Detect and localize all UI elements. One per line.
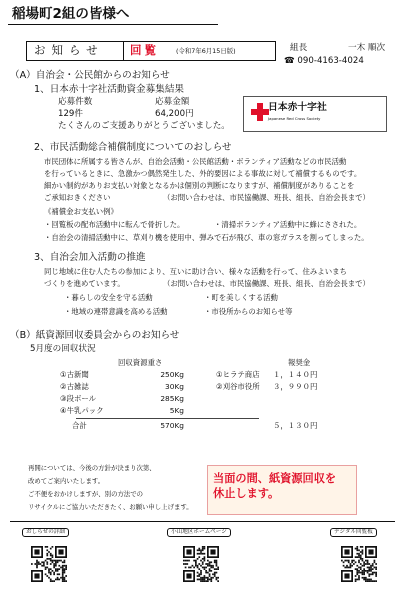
item1-count: 129件: [58, 109, 83, 119]
item3-bullet: ・市役所からのお知らせ等: [204, 307, 293, 316]
item3-bullet: ・地域の連帯意識を高める活動: [64, 307, 168, 316]
item1-heading: 1、日本赤十字社活動資金募集結果: [34, 84, 185, 95]
item3-line: 同じ地域に住む人たちの参加により、互いに助け合い、様々な活動を行って、住みよいまち: [44, 267, 347, 276]
section-a-heading: （A）自治会・公民館からのお知らせ: [10, 70, 170, 81]
item1-thanks: たくさんのご支援ありがとうございました。: [58, 121, 230, 131]
restart-line: 改めてご案内いたします。: [28, 477, 105, 485]
notice-header-divider: [123, 41, 124, 61]
reward-row-label: ②刈谷市役所: [216, 382, 260, 391]
col-reward-header: 報奨金: [288, 358, 311, 367]
item2-example-heading: 《補償金お支払い例》: [44, 207, 118, 216]
qr-code-details-icon[interactable]: [31, 546, 67, 582]
item2-line: ご承知おきください: [44, 193, 111, 202]
redcross-english: Japanese Red Cross Society: [268, 116, 321, 121]
restart-line: 再開については、今後の方針が決まり次第、: [28, 464, 156, 472]
restart-line: ご不便をおかけしますが、別の方法での: [28, 490, 144, 498]
contact-name: 一木 順次: [348, 43, 386, 53]
recycle-total-divider: [76, 418, 259, 419]
reward-row-amount: １，１４０円: [273, 370, 318, 379]
item3-bullet: ・町を美しくする活動: [204, 293, 278, 302]
qr-code-homepage-icon[interactable]: [183, 546, 219, 582]
qr-label-details: おしらせの詳細: [22, 528, 69, 537]
item3-bullet: ・暮らしの安全を守る活動: [64, 293, 153, 302]
col-weight-header: 回収資源重さ: [118, 358, 163, 367]
item1-amount: 64,200円: [155, 109, 194, 119]
reward-row-label: ①ヒラテ商店: [216, 370, 260, 379]
recycle-row-label: ④牛乳パック: [60, 406, 104, 415]
item2-example: ・自治会の清掃活動中に、草刈り機を使用中、弾みで石が飛び、車の窓ガラスを割ってしまった。: [44, 233, 369, 242]
recycle-row-label: ①古新聞: [60, 370, 89, 379]
notice-date: (令和7年6月15日版): [176, 47, 236, 55]
recycle-row-weight: 5Kg: [169, 406, 184, 415]
item2-example: ・回覧板の配布活動中に転んで骨折した。: [44, 220, 185, 229]
kairan-label: 回覧: [130, 43, 159, 57]
item3-heading: 3、自治会加入活動の推進: [34, 252, 146, 263]
recycle-row-weight: 30Kg: [165, 382, 184, 391]
contact-phone: ☎ 090-4163-4024: [284, 56, 364, 66]
recycle-row-label: ③段ボール: [60, 394, 97, 403]
item2-line: を行っているときに、急激かつ偶然発生した、外的要因による事故に対して補償するものです。: [44, 169, 362, 178]
item2-line: 市民団体に所属する皆さんが、自治会活動・公民館活動・ボランティア活動などの市民活動: [44, 157, 347, 166]
item2-example: ・清掃ボランティア活動中に蜂にさされた。: [214, 220, 362, 229]
section-b-subheading: 5月度の回収状況: [30, 344, 96, 354]
recycle-total-label: 合計: [72, 421, 87, 430]
qr-label-digital-kairan: デジタル回覧板: [330, 528, 377, 537]
item2-inquiry: （お問い合わせは、市民協働課、班長、組長、自治会長まで）: [163, 193, 370, 202]
redcross-name: 日本赤十字社: [268, 102, 327, 113]
recycle-row-weight: 250Kg: [160, 370, 184, 379]
item1-col-amount: 応募金額: [155, 97, 190, 107]
reward-row-amount: ３，９９０円: [273, 382, 318, 391]
recycle-total-weight: 570Kg: [160, 421, 184, 430]
item3-line: づくりを進めています。: [44, 279, 125, 288]
notice-title: お知らせ: [34, 43, 104, 57]
footer-divider: [10, 521, 395, 522]
recycle-row-weight: 285Kg: [160, 394, 184, 403]
qr-code-digital-kairan-icon[interactable]: [341, 546, 377, 582]
contact-role: 組長: [290, 43, 308, 53]
suspension-stamp-text: 当面の間、紙資源回収を 休止します。: [213, 472, 337, 500]
item1-col-count: 応募件数: [58, 97, 93, 107]
reward-total: ５，１３０円: [273, 421, 318, 430]
page-title: 稲場町2組の皆様へ: [12, 6, 130, 22]
restart-line: リサイクルにご協力いただきたく、お願い申し上げます。: [28, 503, 193, 511]
recycle-row-label: ②古雑誌: [60, 382, 89, 391]
qr-label-homepage: 小山地区ホームページ: [167, 528, 231, 537]
item3-inquiry: （お問い合わせは、市民協働課、班長、組長、自治会長まで）: [163, 279, 370, 288]
title-underline: [8, 24, 218, 25]
item2-heading: 2、市民活動総合補償制度についてのおしらせ: [34, 142, 232, 153]
item2-line: 細かい制約がありお支払い対象となるかは個別の判断になりますが、補償制度がありることを: [44, 181, 355, 190]
section-b-heading: （B）紙資源回収委員会からのお知らせ: [10, 330, 180, 341]
